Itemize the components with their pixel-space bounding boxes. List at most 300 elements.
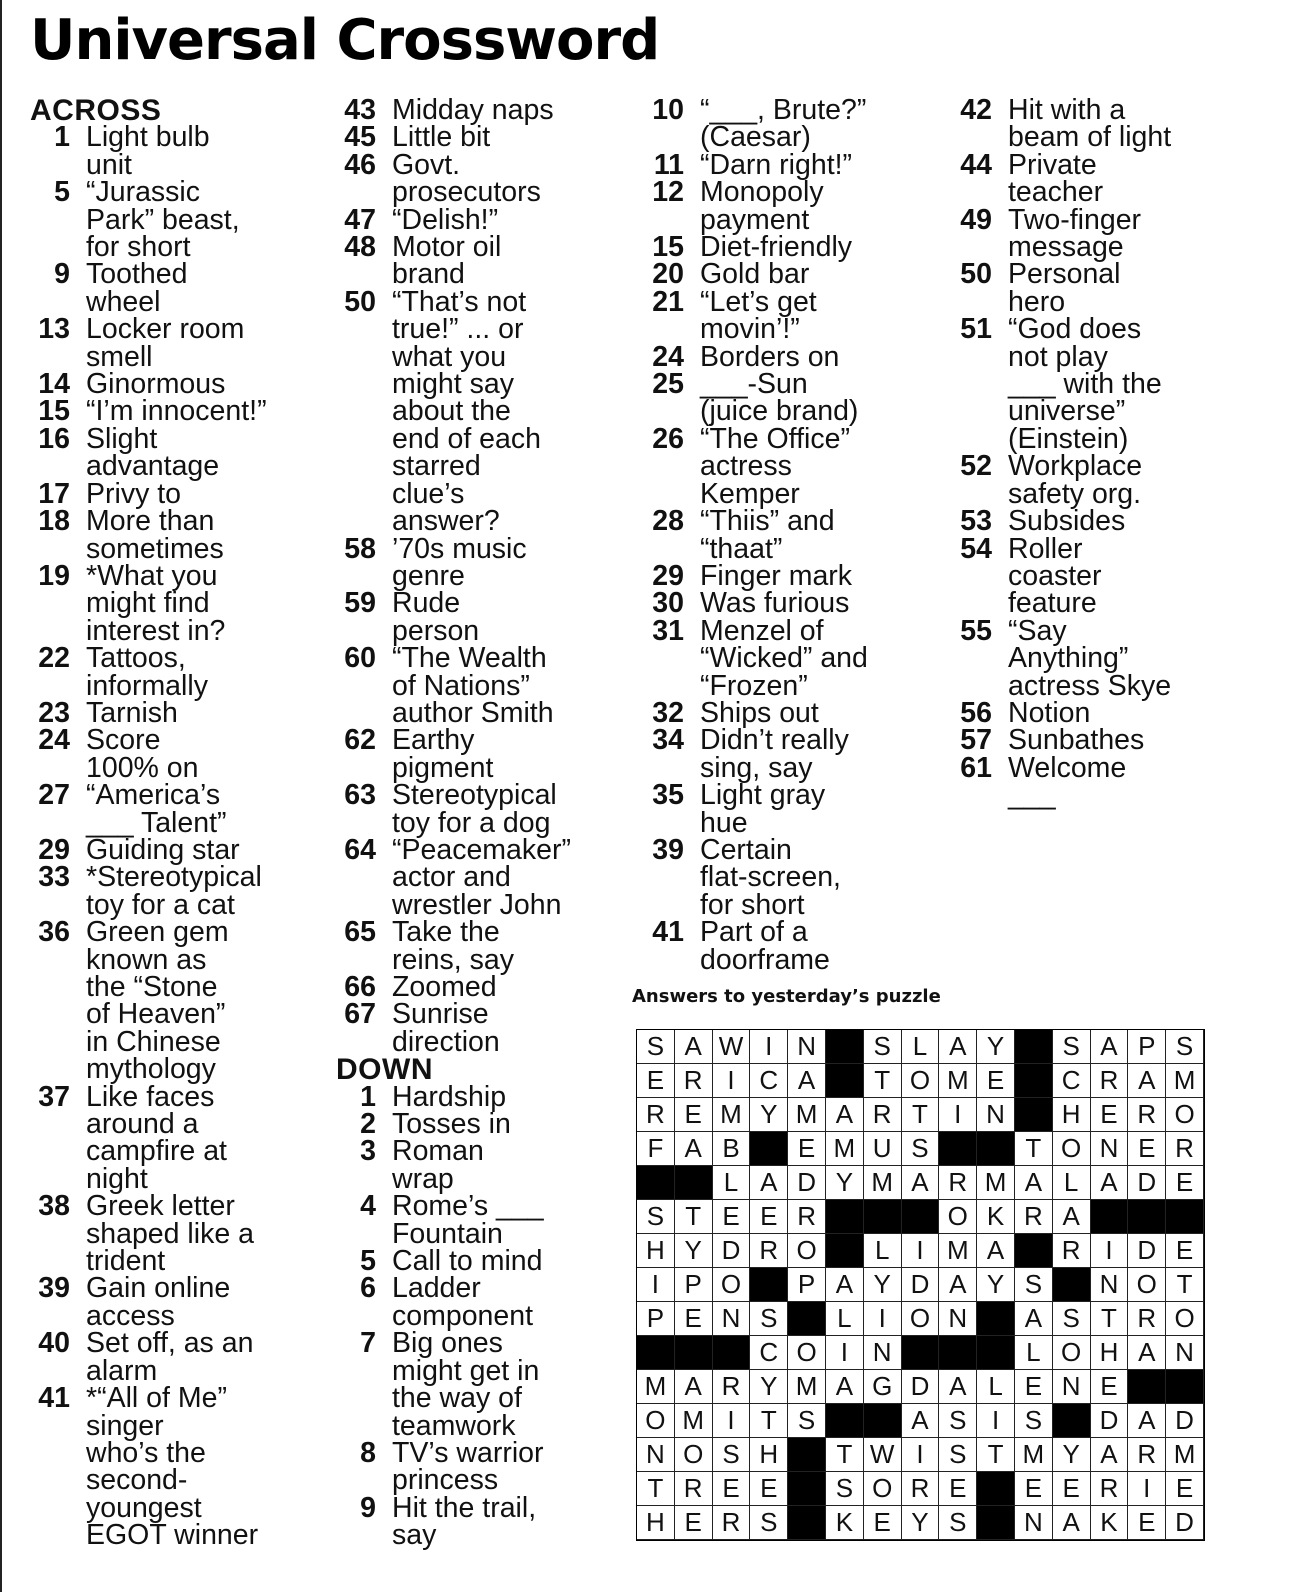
clue-text: Didn’t really sing, say bbox=[700, 724, 849, 784]
clue-text: Green gem known as the “Stone of Heaven” in Chinese mythology bbox=[86, 916, 229, 1086]
clue-item bbox=[952, 505, 1272, 538]
clue-text: “Delish!” bbox=[392, 203, 499, 236]
grid-cell: O bbox=[788, 1336, 826, 1370]
grid-black-cell bbox=[826, 1064, 864, 1098]
clue-number: 32 bbox=[652, 696, 684, 729]
clue-text: Guiding star bbox=[86, 833, 240, 866]
grid-cell: S bbox=[637, 1030, 675, 1064]
clue-number: 35 bbox=[652, 779, 684, 812]
clue-item bbox=[336, 121, 636, 154]
grid-cell: H bbox=[1091, 1336, 1129, 1370]
clue-text: “Thiis” and “thaat” bbox=[700, 505, 835, 565]
clue-text: Private teacher bbox=[1008, 148, 1104, 209]
grid-black-cell bbox=[1128, 1370, 1166, 1404]
clue-item bbox=[30, 1190, 330, 1278]
grid-cell: G bbox=[864, 1370, 902, 1404]
grid-cell: O bbox=[637, 1404, 675, 1438]
clue-item bbox=[30, 258, 330, 318]
clue-item bbox=[30, 724, 330, 784]
clue-number: 36 bbox=[38, 916, 70, 949]
clue-item bbox=[30, 833, 330, 866]
clue-text: ___-Sun (juice brand) bbox=[700, 368, 859, 428]
grid-cell: S bbox=[1166, 1030, 1204, 1064]
clue-text: Hardship bbox=[392, 1080, 507, 1113]
grid-cell: O bbox=[788, 1234, 826, 1268]
clue-item bbox=[336, 833, 636, 921]
clue-item bbox=[952, 148, 1272, 209]
grid-black-cell bbox=[826, 1200, 864, 1234]
grid-cell: O bbox=[939, 1200, 977, 1234]
grid-cell: B bbox=[713, 1132, 751, 1166]
clue-text: Workplace safety org. bbox=[1008, 450, 1143, 510]
grid-black-cell bbox=[637, 1166, 675, 1200]
clue-text: Call to mind bbox=[392, 1245, 543, 1278]
clue-text: Roman wrap bbox=[392, 1135, 484, 1195]
grid-cell: I bbox=[977, 1404, 1015, 1438]
grid-cell: L bbox=[977, 1370, 1015, 1404]
across-heading: ACROSS bbox=[30, 94, 162, 127]
grid-cell: A bbox=[675, 1370, 713, 1404]
grid-black-cell bbox=[977, 1506, 1015, 1540]
clue-number: 4 bbox=[360, 1190, 376, 1223]
clue-text: Ladder component bbox=[392, 1272, 534, 1332]
grid-cell: A bbox=[826, 1370, 864, 1404]
clue-text: “America’s ___ Talent” bbox=[86, 779, 227, 839]
clue-number: 12 bbox=[652, 176, 684, 209]
grid-cell: N bbox=[1091, 1132, 1129, 1166]
grid-cell: E bbox=[713, 1200, 751, 1234]
grid-cell: C bbox=[750, 1336, 788, 1370]
clue-number: 34 bbox=[652, 724, 684, 757]
grid-cell: P bbox=[788, 1268, 826, 1302]
down-heading: DOWN bbox=[336, 1053, 433, 1087]
grid-cell: H bbox=[1053, 1098, 1091, 1132]
grid-cell: R bbox=[713, 1370, 751, 1404]
grid-cell: U bbox=[864, 1132, 902, 1166]
grid-cell: D bbox=[1166, 1404, 1204, 1438]
grid-black-cell bbox=[977, 1472, 1015, 1506]
clue-number: 14 bbox=[38, 368, 70, 401]
grid-black-cell bbox=[902, 1336, 940, 1370]
grid-cell: T bbox=[864, 1064, 902, 1098]
clue-number: 5 bbox=[54, 176, 70, 209]
grid-cell: Y bbox=[977, 1030, 1015, 1064]
grid-black-cell bbox=[1053, 1268, 1091, 1302]
clue-item bbox=[336, 148, 636, 209]
clue-item bbox=[30, 313, 330, 373]
grid-cell: A bbox=[977, 1234, 1015, 1268]
grid-black-cell bbox=[1015, 1030, 1053, 1064]
grid-black-cell bbox=[675, 1166, 713, 1200]
grid-black-cell bbox=[902, 1200, 940, 1234]
grid-cell: O bbox=[864, 1472, 902, 1506]
clue-item bbox=[336, 1491, 636, 1552]
grid-cell: A bbox=[1128, 1404, 1166, 1438]
clue-number: 15 bbox=[38, 395, 70, 428]
clue-item bbox=[336, 779, 636, 839]
grid-cell: S bbox=[939, 1506, 977, 1540]
clue-text: Locker room smell bbox=[86, 313, 245, 373]
clue-number: 41 bbox=[652, 916, 684, 949]
clue-text: Gold bar bbox=[700, 258, 810, 291]
grid-cell: P bbox=[1128, 1030, 1166, 1064]
grid-cell: A bbox=[675, 1030, 713, 1064]
clue-item bbox=[644, 696, 944, 729]
grid-cell: O bbox=[1128, 1268, 1166, 1302]
grid-cell: A bbox=[1015, 1302, 1053, 1336]
clue-item bbox=[30, 368, 330, 401]
grid-black-cell bbox=[788, 1506, 826, 1540]
clue-number: 52 bbox=[960, 450, 992, 483]
grid-cell: M bbox=[1166, 1064, 1204, 1098]
clue-item bbox=[952, 94, 1272, 154]
grid-cell: S bbox=[713, 1438, 751, 1472]
grid-cell: E bbox=[1166, 1472, 1204, 1506]
grid-cell: E bbox=[750, 1200, 788, 1234]
clue-number: 60 bbox=[344, 642, 376, 675]
grid-cell: R bbox=[1166, 1132, 1204, 1166]
clue-number: 6 bbox=[360, 1272, 376, 1305]
clue-item bbox=[336, 1327, 636, 1442]
grid-cell: S bbox=[1015, 1268, 1053, 1302]
grid-cell: S bbox=[750, 1506, 788, 1540]
grid-cell: A bbox=[939, 1370, 977, 1404]
clue-number: 63 bbox=[344, 779, 376, 812]
grid-cell: S bbox=[939, 1404, 977, 1438]
grid-cell: S bbox=[1053, 1030, 1091, 1064]
grid-cell: R bbox=[788, 1200, 826, 1234]
answer-grid bbox=[636, 1029, 1205, 1541]
clue-number: 2 bbox=[360, 1108, 376, 1141]
grid-cell: L bbox=[902, 1030, 940, 1064]
clue-item bbox=[336, 1135, 636, 1195]
grid-cell: R bbox=[1091, 1064, 1129, 1098]
clue-number: 7 bbox=[360, 1327, 376, 1360]
grid-black-cell bbox=[788, 1302, 826, 1336]
clue-item bbox=[336, 231, 636, 291]
clue-item bbox=[644, 614, 944, 702]
clue-item bbox=[336, 532, 636, 592]
clue-text: Tosses in bbox=[392, 1108, 511, 1141]
clue-number: 24 bbox=[652, 340, 684, 373]
clue-item bbox=[952, 724, 1272, 757]
grid-black-cell bbox=[864, 1404, 902, 1438]
grid-cell: F bbox=[637, 1132, 675, 1166]
grid-black-cell bbox=[939, 1336, 977, 1370]
grid-cell: T bbox=[826, 1438, 864, 1472]
grid-cell: A bbox=[788, 1064, 826, 1098]
grid-cell: M bbox=[939, 1234, 977, 1268]
grid-black-cell bbox=[1091, 1200, 1129, 1234]
clue-number: 15 bbox=[652, 231, 684, 264]
clue-item bbox=[644, 368, 944, 428]
grid-cell: S bbox=[1015, 1404, 1053, 1438]
grid-cell: A bbox=[1053, 1506, 1091, 1540]
grid-black-cell bbox=[826, 1234, 864, 1268]
grid-black-cell bbox=[675, 1336, 713, 1370]
clue-item bbox=[336, 1272, 636, 1332]
clue-number: 29 bbox=[652, 559, 684, 592]
clue-text: Earthy pigment bbox=[392, 724, 494, 784]
clue-number: 18 bbox=[38, 505, 70, 538]
grid-cell: R bbox=[1128, 1098, 1166, 1132]
grid-cell: C bbox=[1053, 1064, 1091, 1098]
grid-cell: A bbox=[902, 1166, 940, 1200]
grid-cell: E bbox=[675, 1302, 713, 1336]
grid-black-cell bbox=[1128, 1200, 1166, 1234]
grid-cell: D bbox=[1166, 1506, 1204, 1540]
clue-text: Toothed wheel bbox=[86, 258, 188, 318]
grid-cell: O bbox=[902, 1064, 940, 1098]
clue-number: 42 bbox=[960, 94, 992, 126]
clue-item bbox=[336, 94, 636, 126]
grid-cell: E bbox=[1053, 1472, 1091, 1506]
grid-cell: L bbox=[713, 1166, 751, 1200]
clue-text: Privy to bbox=[86, 477, 182, 510]
clue-number: 16 bbox=[38, 422, 70, 455]
grid-cell: N bbox=[1166, 1336, 1204, 1370]
clue-text: Zoomed bbox=[392, 971, 497, 1003]
grid-cell: A bbox=[1128, 1064, 1166, 1098]
clue-number: 64 bbox=[344, 833, 376, 866]
clue-number: 39 bbox=[38, 1272, 70, 1305]
clue-item bbox=[952, 258, 1272, 318]
clue-item bbox=[30, 779, 330, 839]
grid-cell: R bbox=[1053, 1234, 1091, 1268]
grid-cell: R bbox=[1015, 1200, 1053, 1234]
clue-number: 48 bbox=[344, 231, 376, 264]
clue-text: “I’m innocent!” bbox=[86, 395, 267, 428]
clue-text: Midday naps bbox=[392, 94, 554, 126]
grid-cell: R bbox=[750, 1234, 788, 1268]
grid-cell: L bbox=[864, 1234, 902, 1268]
clue-text: Light gray hue bbox=[700, 779, 826, 839]
clue-number: 29 bbox=[38, 833, 70, 866]
clue-text: Set off, as an alarm bbox=[86, 1327, 254, 1387]
clue-number: 53 bbox=[960, 505, 992, 538]
clue-item bbox=[336, 1108, 636, 1141]
clue-number: 25 bbox=[652, 368, 684, 401]
grid-cell: I bbox=[713, 1404, 751, 1438]
grid-cell: A bbox=[826, 1098, 864, 1132]
grid-cell: T bbox=[750, 1404, 788, 1438]
grid-cell: Y bbox=[977, 1268, 1015, 1302]
grid-cell: I bbox=[1091, 1234, 1129, 1268]
grid-cell: A bbox=[1091, 1438, 1129, 1472]
grid-cell: D bbox=[1091, 1404, 1129, 1438]
grid-cell: R bbox=[1091, 1472, 1129, 1506]
grid-cell: E bbox=[977, 1064, 1015, 1098]
clue-text: Tarnish bbox=[86, 696, 178, 729]
grid-cell: P bbox=[675, 1268, 713, 1302]
clue-item bbox=[336, 587, 636, 647]
grid-cell: M bbox=[675, 1404, 713, 1438]
grid-cell: E bbox=[637, 1064, 675, 1098]
grid-cell: M bbox=[788, 1370, 826, 1404]
grid-cell: Y bbox=[1053, 1438, 1091, 1472]
clue-item bbox=[952, 696, 1272, 729]
grid-cell: A bbox=[675, 1132, 713, 1166]
clue-item bbox=[30, 861, 330, 921]
clue-text: More than sometimes bbox=[86, 505, 224, 565]
clue-text: Was furious bbox=[700, 587, 850, 620]
clue-number: 22 bbox=[38, 642, 70, 675]
grid-cell: D bbox=[1128, 1166, 1166, 1200]
clue-column-2 bbox=[336, 94, 636, 1552]
clue-text: Greek letter shaped like a trident bbox=[86, 1190, 254, 1278]
grid-cell: O bbox=[1053, 1336, 1091, 1370]
grid-cell: E bbox=[675, 1098, 713, 1132]
grid-cell: E bbox=[939, 1472, 977, 1506]
clue-item bbox=[952, 532, 1272, 620]
grid-cell: N bbox=[1015, 1506, 1053, 1540]
clue-number: 17 bbox=[38, 477, 70, 510]
grid-cell: M bbox=[939, 1064, 977, 1098]
grid-cell: Y bbox=[864, 1268, 902, 1302]
grid-cell: N bbox=[864, 1336, 902, 1370]
grid-black-cell bbox=[1015, 1064, 1053, 1098]
clue-number: 43 bbox=[344, 94, 376, 126]
clue-item bbox=[644, 587, 944, 620]
clue-column-3 bbox=[644, 94, 944, 976]
clue-text: Subsides bbox=[1008, 505, 1126, 538]
clue-item bbox=[336, 998, 636, 1058]
clue-text: “God does not play ___ with the universe” (Einstein) bbox=[1008, 313, 1162, 455]
clue-item bbox=[644, 559, 944, 592]
clue-number: 9 bbox=[360, 1491, 376, 1524]
grid-cell: S bbox=[750, 1302, 788, 1336]
grid-cell: T bbox=[637, 1472, 675, 1506]
grid-cell: S bbox=[826, 1472, 864, 1506]
clue-text: Take the reins, say bbox=[392, 916, 514, 976]
clue-text: Govt. prosecutors bbox=[392, 148, 541, 209]
grid-cell: O bbox=[1166, 1302, 1204, 1336]
clue-item bbox=[30, 505, 330, 565]
clue-number: 27 bbox=[38, 779, 70, 812]
grid-cell: I bbox=[826, 1336, 864, 1370]
grid-cell: A bbox=[826, 1268, 864, 1302]
grid-cell: I bbox=[902, 1234, 940, 1268]
clue-item bbox=[644, 779, 944, 839]
clue-number: 65 bbox=[344, 916, 376, 949]
grid-cell: M bbox=[1015, 1438, 1053, 1472]
grid-cell: I bbox=[939, 1098, 977, 1132]
grid-cell: N bbox=[977, 1098, 1015, 1132]
grid-black-cell bbox=[637, 1336, 675, 1370]
grid-cell: C bbox=[750, 1064, 788, 1098]
clue-text: Like faces around a campfire at night bbox=[86, 1080, 227, 1195]
clue-text: Little bit bbox=[392, 121, 491, 154]
grid-cell: Y bbox=[750, 1098, 788, 1132]
clue-text: Ginormous bbox=[86, 368, 226, 401]
grid-cell: T bbox=[977, 1438, 1015, 1472]
clue-number: 45 bbox=[344, 121, 376, 154]
grid-cell: E bbox=[1128, 1506, 1166, 1540]
clue-text: “The Office” actress Kemper bbox=[700, 422, 850, 510]
clue-number: 40 bbox=[38, 1327, 70, 1360]
clue-number: 26 bbox=[652, 422, 684, 455]
clue-item bbox=[30, 422, 330, 483]
clue-text: “Let’s get movin’!” bbox=[700, 285, 817, 346]
clue-text: Big ones might get in the way of teamwork bbox=[392, 1327, 540, 1442]
clue-number: 46 bbox=[344, 148, 376, 181]
clue-item bbox=[30, 1327, 330, 1387]
clue-item bbox=[30, 121, 330, 181]
clue-text: “Jurassic Park” beast, for short bbox=[86, 176, 240, 264]
grid-cell: N bbox=[637, 1438, 675, 1472]
clue-item bbox=[644, 285, 944, 346]
clue-number: 20 bbox=[652, 258, 684, 291]
clue-number: 30 bbox=[652, 587, 684, 620]
clue-number: 59 bbox=[344, 587, 376, 620]
page-title: Universal Crossword bbox=[30, 8, 660, 73]
grid-cell: O bbox=[902, 1302, 940, 1336]
grid-cell: S bbox=[637, 1200, 675, 1234]
clue-item bbox=[644, 340, 944, 373]
clue-number: 49 bbox=[960, 203, 992, 236]
clue-text: *Stereotypical toy for a cat bbox=[86, 861, 262, 921]
grid-black-cell bbox=[977, 1302, 1015, 1336]
clue-text: *“All of Me” singer who’s the second- youngest EGOT winner bbox=[86, 1382, 259, 1552]
clue-text: Hit with a beam of light bbox=[1008, 94, 1172, 154]
clue-number: 55 bbox=[960, 614, 992, 647]
grid-cell: P bbox=[637, 1302, 675, 1336]
clue-number: 50 bbox=[960, 258, 992, 291]
clue-item bbox=[644, 176, 944, 236]
grid-cell: N bbox=[939, 1302, 977, 1336]
clue-number: 31 bbox=[652, 614, 684, 647]
grid-cell: R bbox=[1128, 1438, 1166, 1472]
grid-cell: E bbox=[750, 1472, 788, 1506]
grid-cell: T bbox=[1015, 1132, 1053, 1166]
clue-number: 38 bbox=[38, 1190, 70, 1223]
clue-item bbox=[952, 450, 1272, 510]
grid-cell: D bbox=[1128, 1234, 1166, 1268]
grid-cell: Y bbox=[675, 1234, 713, 1268]
clue-text: “Darn right!” bbox=[700, 148, 853, 181]
clue-number: 21 bbox=[652, 285, 684, 318]
clue-item bbox=[30, 1080, 330, 1195]
grid-cell: R bbox=[902, 1472, 940, 1506]
clue-item bbox=[644, 94, 944, 154]
grid-cell: S bbox=[1053, 1302, 1091, 1336]
grid-cell: O bbox=[675, 1438, 713, 1472]
clue-item bbox=[644, 148, 944, 181]
grid-black-cell bbox=[826, 1030, 864, 1064]
clue-number: 47 bbox=[344, 203, 376, 236]
grid-cell: L bbox=[826, 1302, 864, 1336]
grid-black-cell bbox=[1053, 1404, 1091, 1438]
grid-cell: H bbox=[637, 1234, 675, 1268]
clue-item bbox=[644, 724, 944, 784]
grid-cell: M bbox=[977, 1166, 1015, 1200]
clue-number: 62 bbox=[344, 724, 376, 757]
grid-cell: M bbox=[1166, 1438, 1204, 1472]
clue-text: Score 100% on bbox=[86, 724, 199, 784]
clue-number: 66 bbox=[344, 971, 376, 1003]
clue-item bbox=[30, 642, 330, 702]
grid-cell: R bbox=[713, 1506, 751, 1540]
grid-black-cell bbox=[750, 1132, 788, 1166]
clue-item bbox=[952, 751, 1272, 812]
grid-cell: L bbox=[1015, 1336, 1053, 1370]
grid-cell: A bbox=[1128, 1336, 1166, 1370]
grid-black-cell bbox=[788, 1472, 826, 1506]
grid-cell: E bbox=[1166, 1234, 1204, 1268]
grid-cell: Y bbox=[750, 1370, 788, 1404]
clue-number: 28 bbox=[652, 505, 684, 538]
grid-black-cell bbox=[977, 1336, 1015, 1370]
